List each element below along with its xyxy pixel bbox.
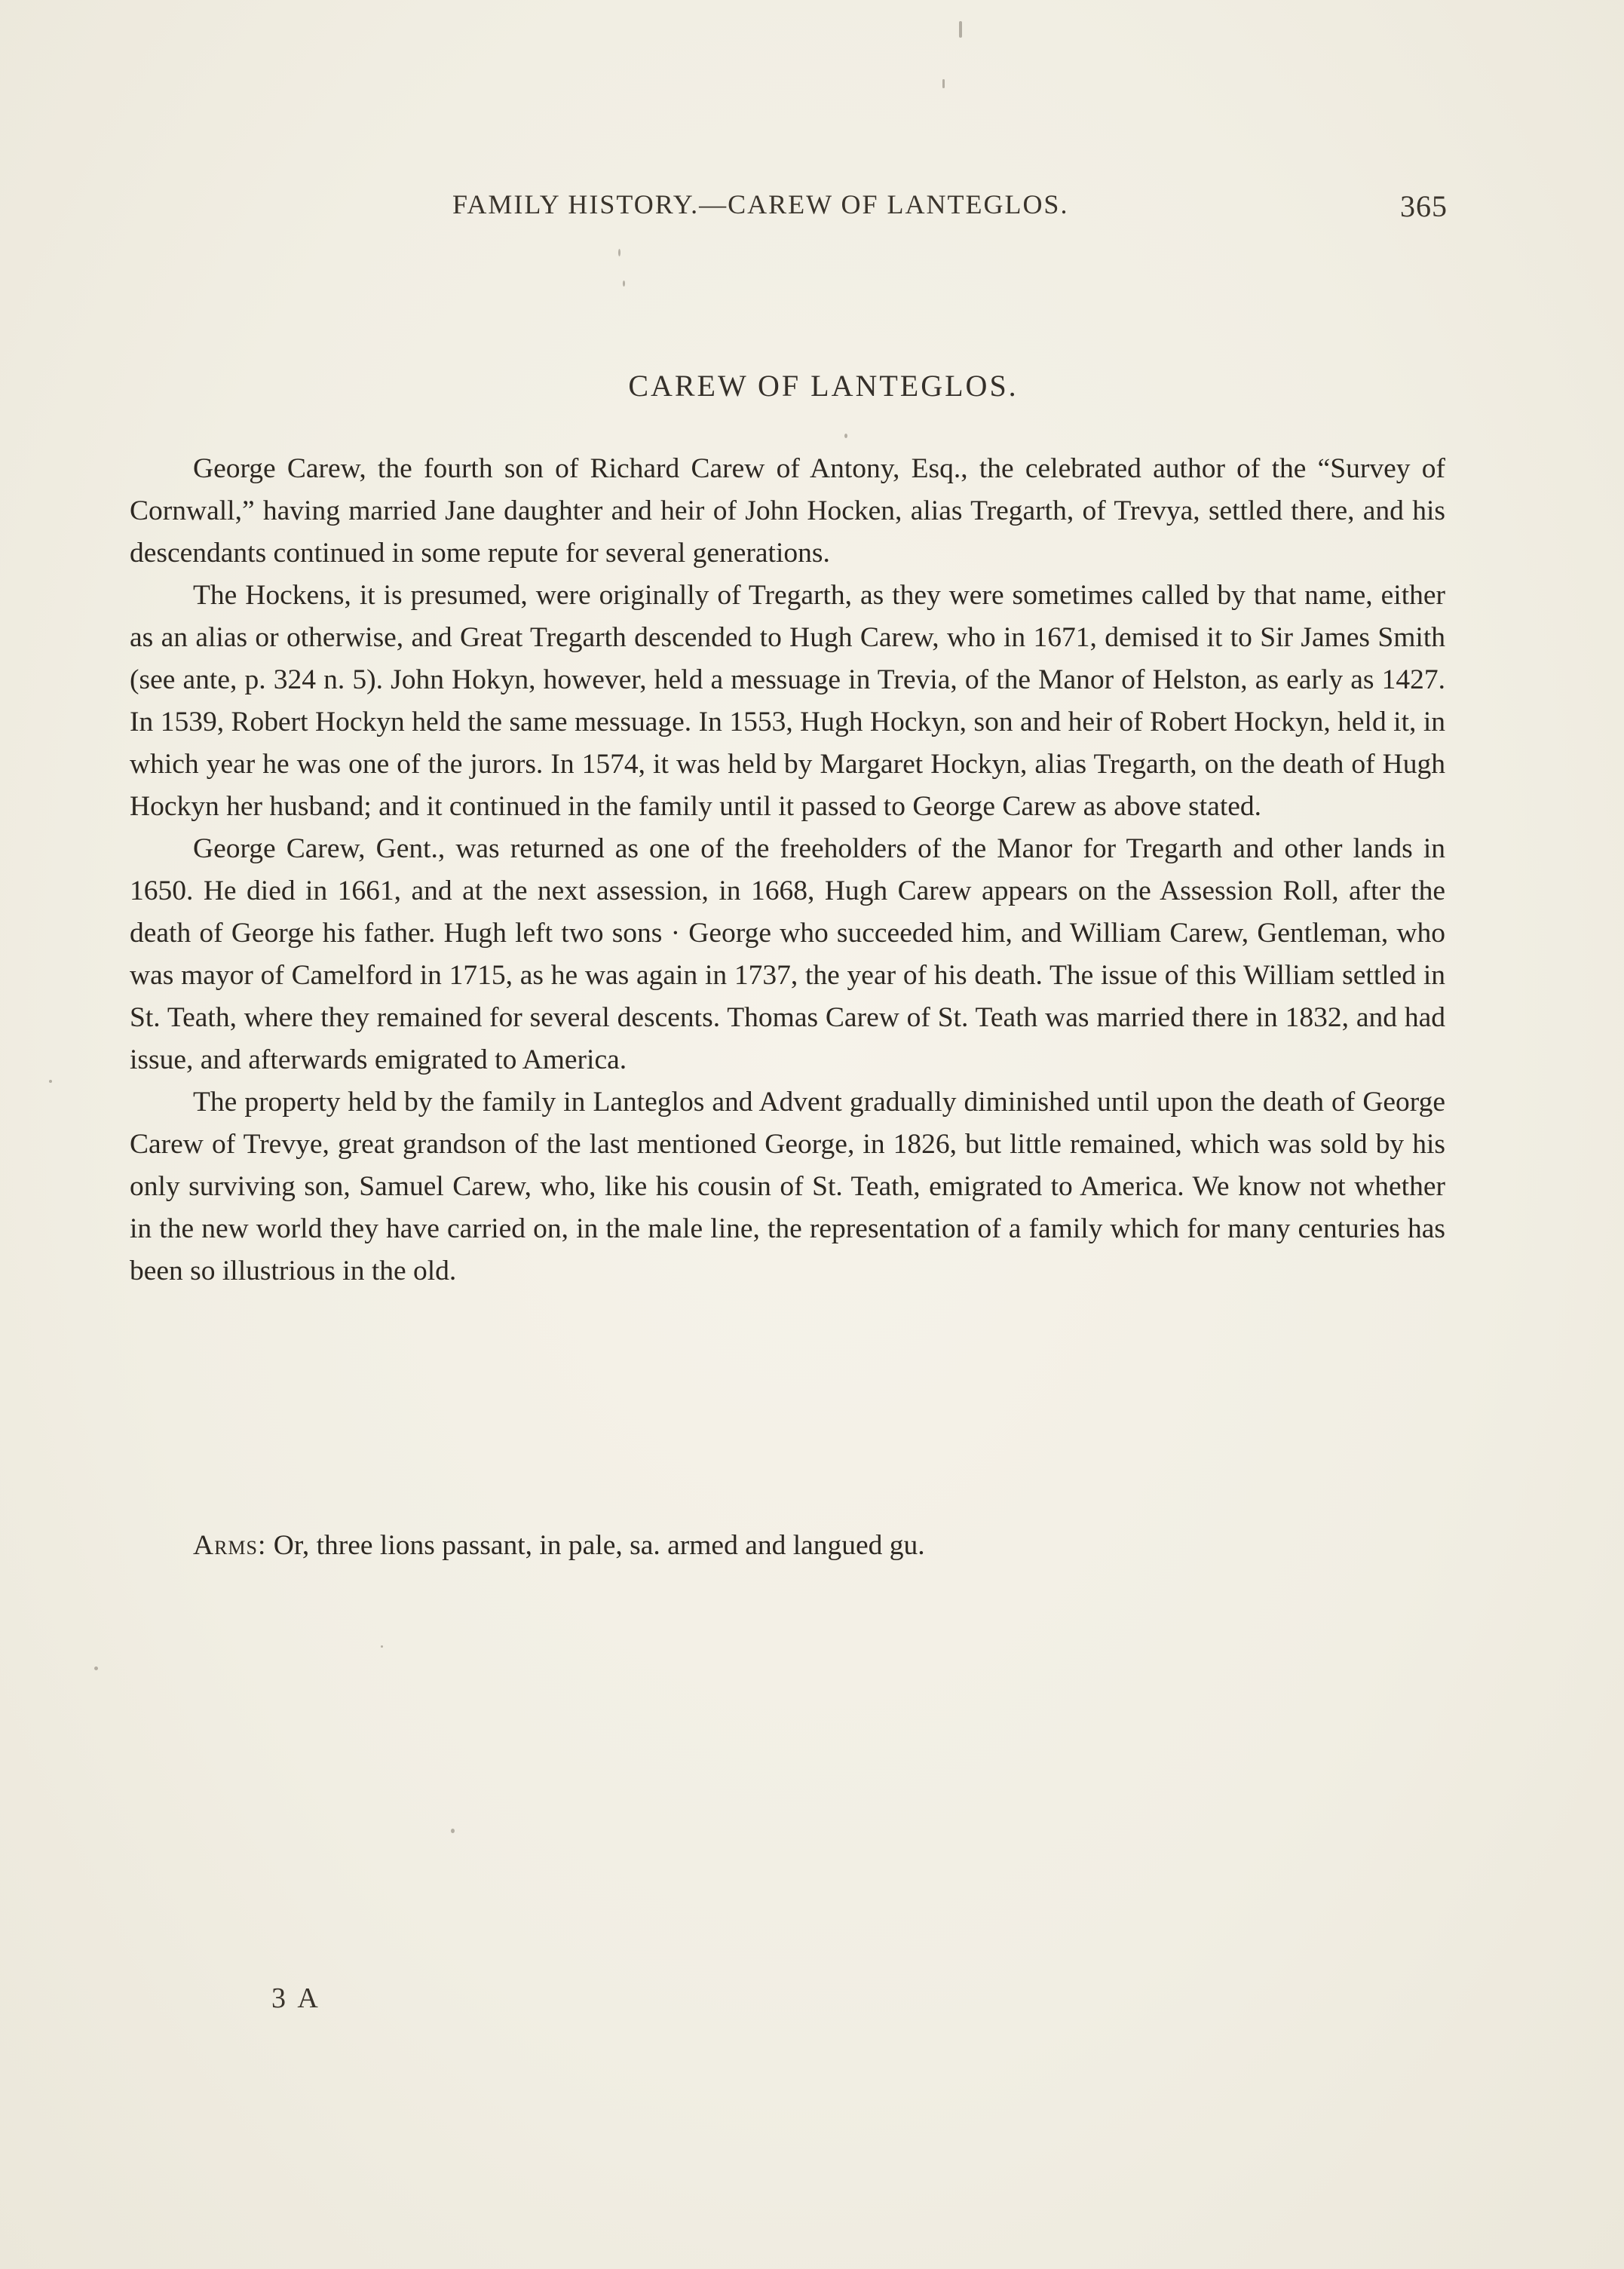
paper-speck [623,281,625,287]
paper-speck [451,1829,455,1833]
paper-speck [959,21,962,38]
arms-text: Or, three lions passant, in pale, sa. armed and langued gu. [266,1530,925,1561]
running-title: FAMILY HISTORY.—CAREW OF LANTEGLOS. [452,189,1069,219]
paper-speck [942,79,945,88]
paragraph: George Carew, the fourth son of Richard Carew of Antony, Esq., the celebrated author of the “Survey of Cornwall,” having married Jane daughter and heir of John Hocken, alias Tregarth, of Trevya, settled there, and his descendants continued in some repute for several generations. [130,453,1445,569]
running-head [452,189,1448,226]
paragraph: George Carew, Gent., was returned as one of the freeholders of the Manor for Tregarth and other lands in 1650. He died in 1661, and at the next assession, in 1668, Hugh Carew appears on the Assession Roll, after the death of George his father. Hugh left two sons · George who succeeded him, and William Carew, Gentleman, who was mayor of Camelford in 1715, as he was again in 1737, the year of his death. The issue of this William settled in St. Teath, where they remained for several descents. Thomas Carew of St. Teath was married there in 1832, and had issue, and afterwards emigrated to America. [130,833,1445,1075]
signature-mark: 3 A [271,1982,321,2014]
body-text [130,448,1445,1292]
paper-speck [844,434,847,438]
paper-speck [381,1645,383,1648]
page-number: 365 [1400,189,1448,223]
paper-speck [618,249,620,256]
paragraph: The property held by the family in Lanteglos and Advent gradually diminished until upon the death of George Carew of Trevye, great grandson of the last mentioned George, in 1826, but little remained, which was sold by his only surviving son, Samuel Carew, who, like his cousin of St. Teath, emigrated to America. We know not whether in the new world they have carried on, in the male line, the representation of a family which for many centuries has been so illustrious in the old. [130,1087,1445,1286]
paper-speck [94,1666,98,1670]
arms-line [193,1525,1324,1567]
paragraph: The Hockens, it is presumed, were originally of Tregarth, as they were sometimes called by that name, either as an alias or otherwise, and Great Tregarth descended to Hugh Carew, who in 1671, demised it to Sir James Smith (see ante, p. 324 n. 5). John Hokyn, however, held a messuage in Trevia, of the Manor of Helston, as early as 1427. In 1539, Robert Hockyn held the same messuage. In 1553, Hugh Hockyn, son and heir of Robert Hockyn, held it, in which year he was one of the jurors. In 1574, it was held by Margaret Hockyn, alias Tregarth, on the death of Hugh Hockyn her husband; and it continued in the family until it passed to George Carew as above stated. [130,580,1445,822]
arms-label: Arms: [193,1530,267,1561]
chapter-title: CAREW OF LANTEGLOS. [628,369,1019,403]
paper-speck [49,1080,52,1083]
